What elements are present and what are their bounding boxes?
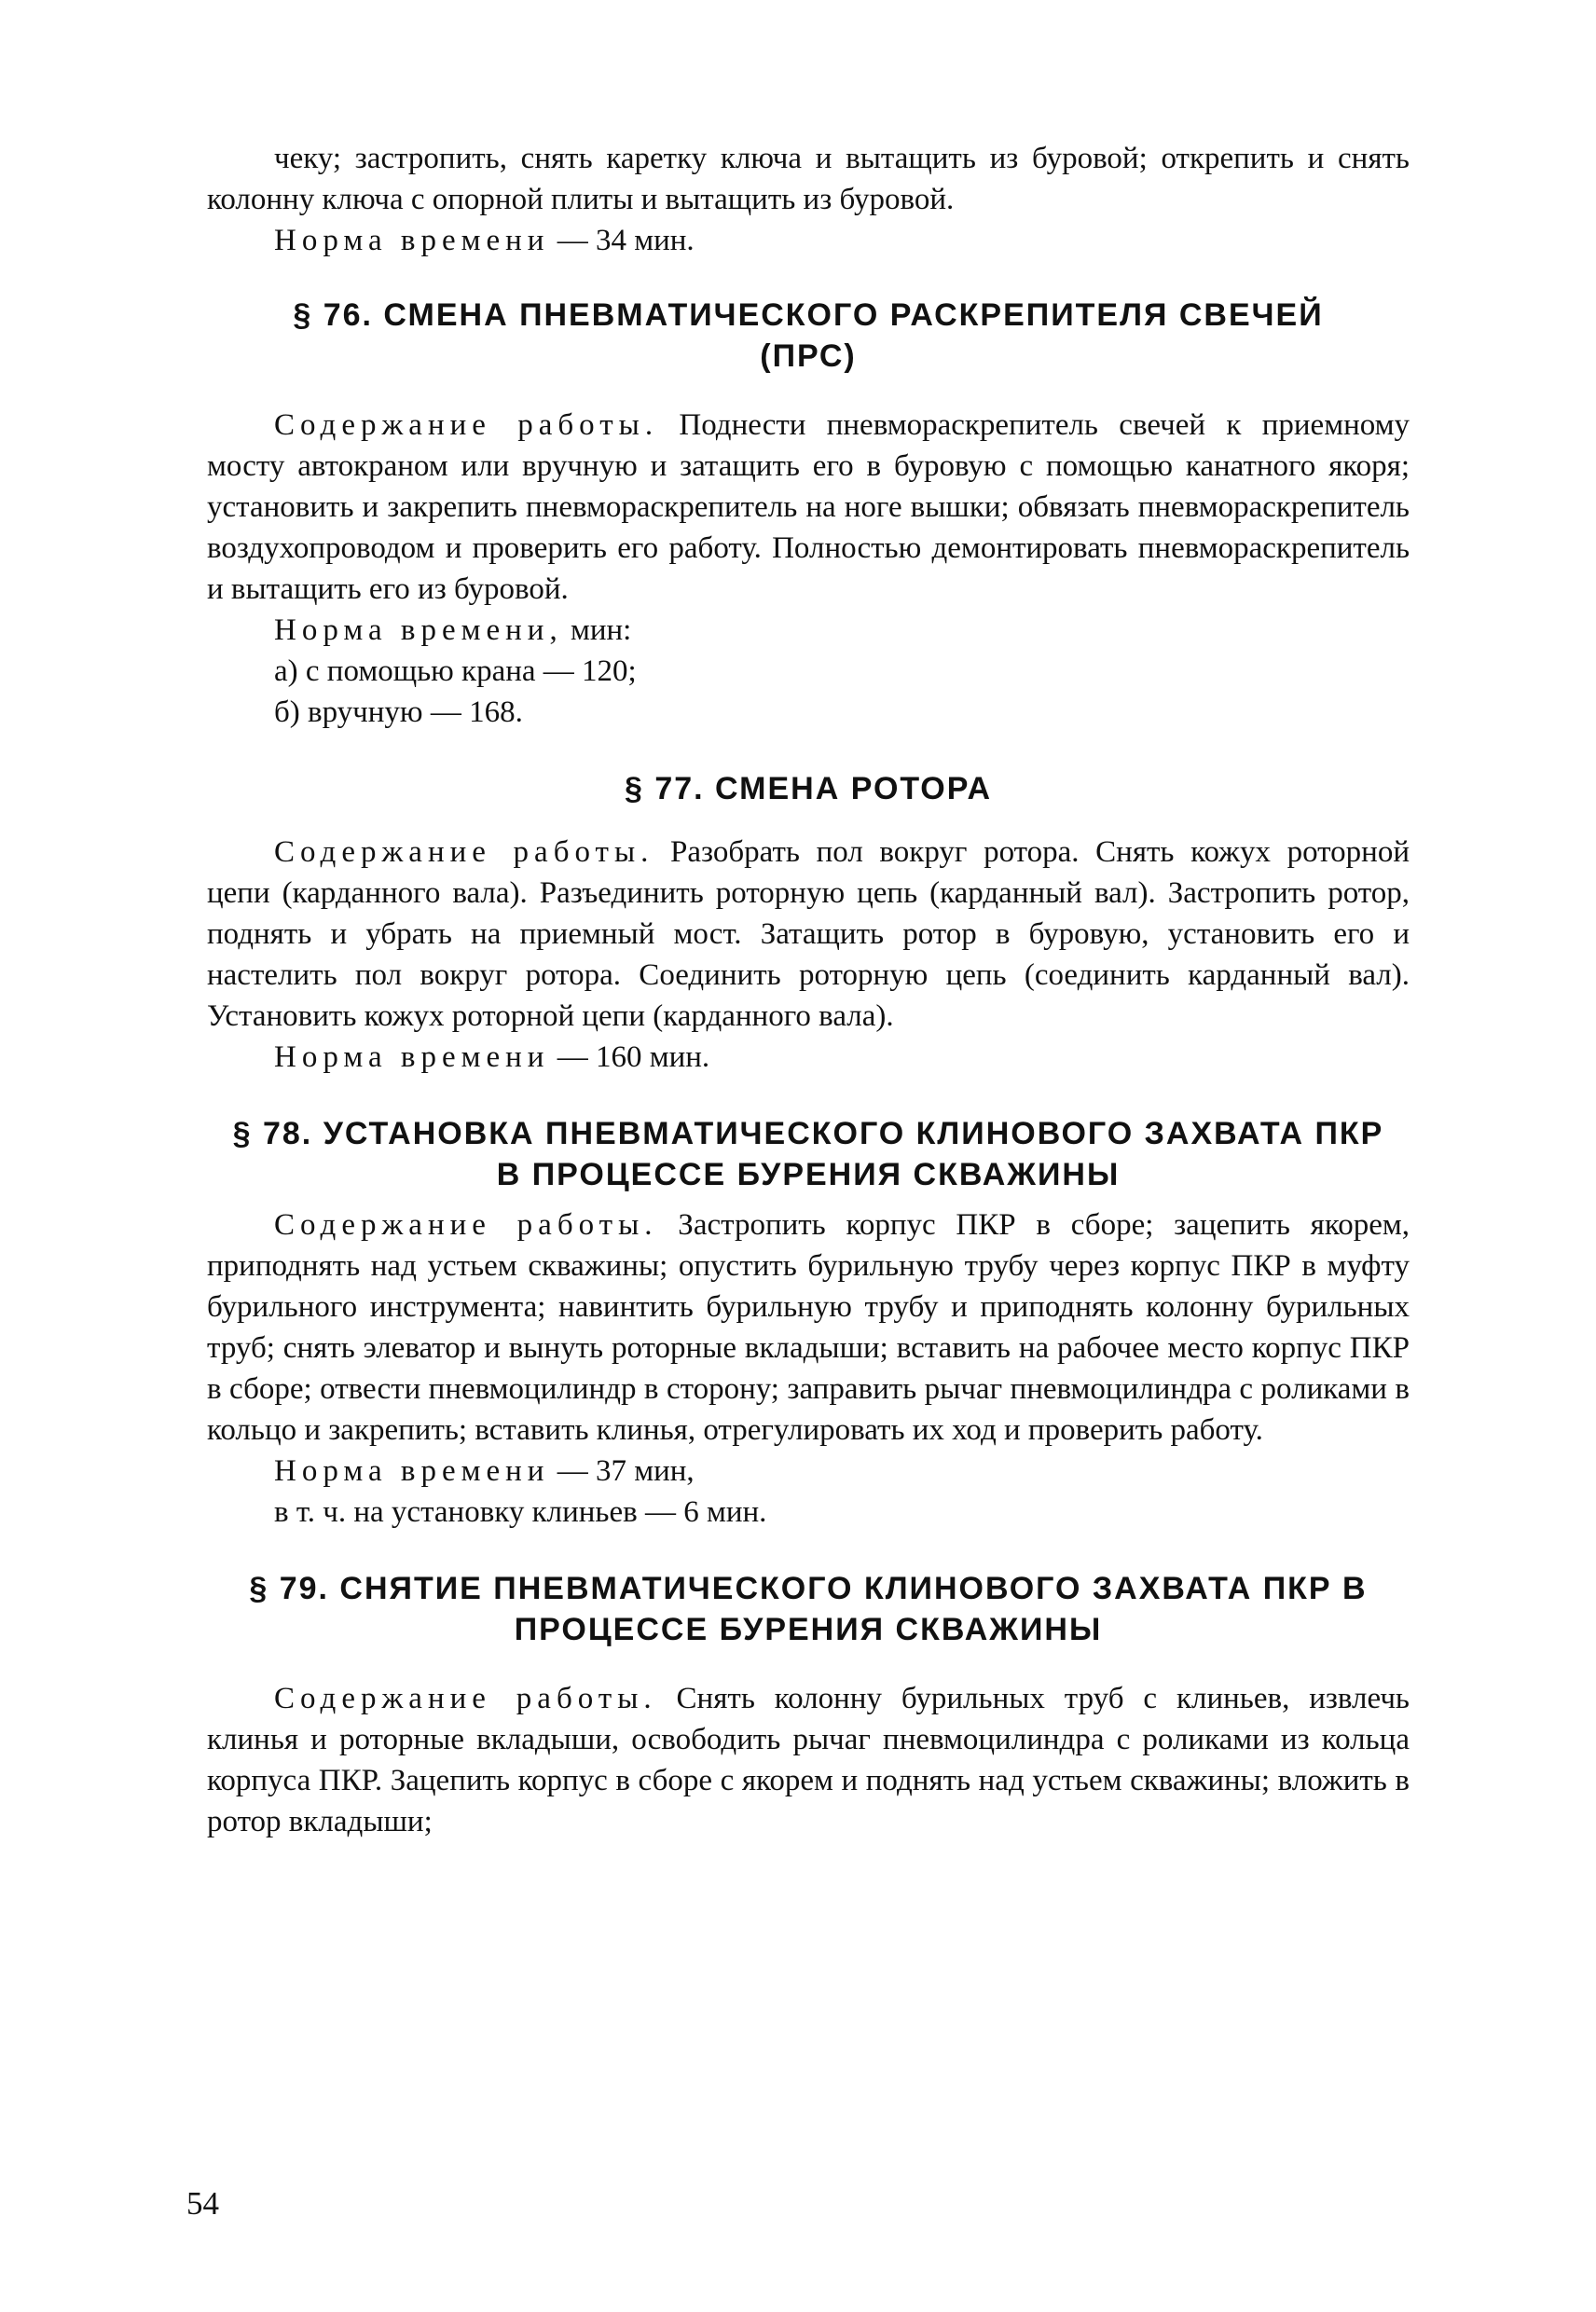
- content-text: Снять колонну бурильных труб с клиньев, извлечь клинья и роторные вкладыши, освободить рычаг пневмоцилиндра с роликами из кольца корпуса ПКР. Зацепить корпус в сборе с якорем и поднять над устьем скважины; вложить в ротор вкладыши;: [207, 1682, 1410, 1838]
- section-79-content: [207, 1678, 1410, 1842]
- norm-value: мин:: [562, 613, 632, 647]
- norm-value: — 160 мин.: [549, 1040, 710, 1074]
- section-78-norm-extra: в т. ч. на установку клиньев — 6 мин.: [274, 1495, 767, 1529]
- intro-norm: [207, 220, 1410, 261]
- norm-label: Норма времени,: [274, 613, 563, 647]
- content-text: Разобрать пол вокруг ротора. Снять кожух роторной цепи (карданного вала). Разъединить роторную цепь (карданный вал). Застропить ротор, поднять и убрать на приемный мост. Затащить ротор в буровую, установить его и настелить пол вокруг ротора. Соединить роторную цепь (соединить карданный вал). Установить кожух роторной цепи (карданного вала).: [207, 835, 1410, 1033]
- norm-label: Норма времени: [274, 1040, 550, 1074]
- section-78-content: [207, 1204, 1410, 1451]
- page-content: [207, 138, 1410, 1842]
- section-77-norm: [207, 1037, 1410, 1078]
- content-text: Застропить корпус ПКР в сборе; зацепить якорем, приподнять над устьем скважины; опустить бурильную трубу через корпус ПКР в муфту бурильного инструмента; навинтить бурильную трубу и приподнять колонну бурильных труб; снять элеватор и вынуть роторные вкладыши; вставить на рабочее место корпус ПКР в сборе; отвести пневмоцилиндр в сторону; заправить рычаг пневмоцилиндра с роликами в кольцо и закрепить; вставить клинья, отрегулировать их ход и проверить работу.: [207, 1208, 1410, 1447]
- section-76-content: [207, 405, 1410, 610]
- section-79-title: § 79. СНЯТИЕ ПНЕВМАТИЧЕСКОГО КЛИНОВОГО ЗАХВАТА ПКР В ПРОЦЕССЕ БУРЕНИЯ СКВАЖИНЫ: [249, 1571, 1368, 1647]
- content-label: Содержание работы.: [274, 1208, 658, 1242]
- section-77-content: [207, 832, 1410, 1037]
- section-76-norm-item-a: а) с помощью крана — 120;: [274, 654, 637, 688]
- content-text: Поднести пневмораскрепитель свечей к приемному мосту автокраном или вручную и затащить его в буровую с помощью канатного якоря; установить и закрепить пневмораскрепитель на ноге вышки; обвязать пневмораскрепитель воздухопроводом и проверить его работу. Полностью демонтировать пневмораскрепитель и вытащить его из буровой.: [207, 408, 1410, 606]
- norm-label: Норма времени: [274, 224, 550, 257]
- content-label: Содержание работы.: [274, 835, 654, 869]
- section-76-norm-item-b: б) вручную — 168.: [274, 695, 523, 729]
- section-76-title: § 76. СМЕНА ПНЕВМАТИЧЕСКОГО РАСКРЕПИТЕЛЯ СВЕЧЕЙ (ПРС): [293, 297, 1324, 374]
- section-76-norm: [207, 610, 1410, 651]
- norm-label: Норма времени: [274, 1454, 550, 1488]
- norm-value: — 37 мин,: [549, 1454, 695, 1488]
- norm-value: — 34 мин.: [549, 224, 695, 257]
- intro-paragraph: чеку; застропить, снять каретку ключа и вытащить из буровой; открепить и снять колонну ключа с опорной плиты и вытащить из буровой.: [207, 142, 1410, 216]
- content-label: Содержание работы.: [274, 1682, 657, 1715]
- page-number: 54: [186, 2185, 219, 2222]
- section-78-title: § 78. УСТАНОВКА ПНЕВМАТИЧЕСКОГО КЛИНОВОГО ЗАХВАТА ПКР В ПРОЦЕССЕ БУРЕНИЯ СКВАЖИНЫ: [232, 1116, 1384, 1192]
- content-label: Содержание работы.: [274, 408, 659, 442]
- section-77-title: § 77. СМЕНА РОТОРА: [624, 771, 992, 806]
- section-78-norm: [207, 1451, 1410, 1492]
